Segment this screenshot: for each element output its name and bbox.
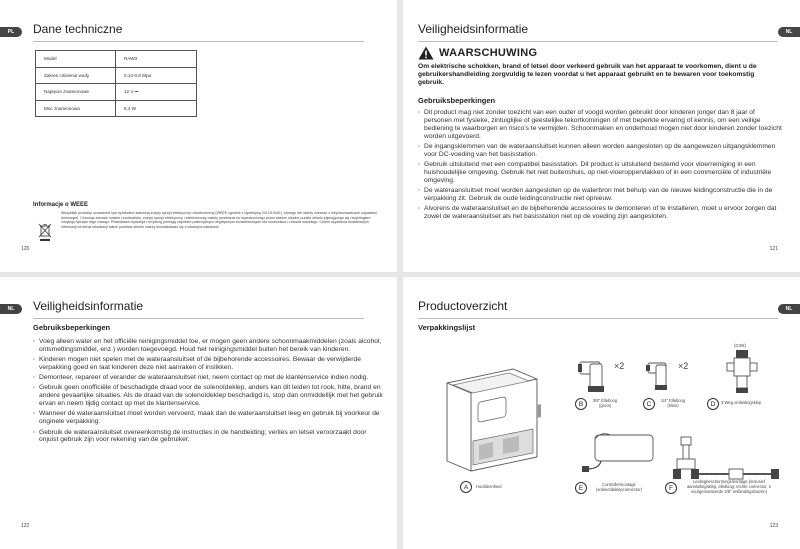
list-item: · Dit product mag niet zonder toezicht van een ouder of voogd worden gebruikt door kinderen jonger dan 8 jaar of personen met fysieke, zintuiglijke of geestelijke tekortkomingen of met beperkte ervaring of kennis, om een veilige bediening te waarborgen en risico's te vermijden. Schoonmaken en onderhoud mogen niet door kinderen zonder toezicht worden uitgevoerd. bbox=[418, 109, 784, 141]
table-row bbox=[36, 67, 197, 84]
spec-value: 0,14-0,8 Mpa bbox=[116, 67, 197, 84]
item-letter: A bbox=[460, 481, 472, 493]
spec-value: 12 V ⎓ bbox=[116, 84, 197, 101]
spec-key: Model bbox=[36, 51, 116, 68]
item-letter: C bbox=[643, 398, 655, 410]
section-subheading: Gebruiksbeperkingen bbox=[418, 96, 496, 105]
list-item: · Gebruik geen onofficiële of beschadigde draad voor de solenoïdeklep, anders kan dit leiden tot rook, hitte, brand en andere gevaarlijke situaties. Als de draad van de solenoïdeklep beschadigd is, stop dan onmiddellijk met het gebruik ervan en neem tijdig contact op met de klantenservice. bbox=[33, 384, 383, 408]
item-letter: E bbox=[575, 482, 587, 494]
page-123 bbox=[403, 277, 800, 549]
page-number: 123 bbox=[769, 523, 778, 529]
language-tab: NL bbox=[778, 304, 800, 314]
page-121 bbox=[403, 0, 800, 272]
title-divider bbox=[418, 41, 778, 42]
list-item: · De ingangsklemmen van de wateraansluitset kunnen alleen worden aangesloten op de aangewezen uitgangsklemmen voor DC-voeding van het basisstation. bbox=[418, 143, 784, 159]
page-120 bbox=[0, 0, 397, 272]
main-unit-illustration bbox=[433, 365, 543, 477]
page-number: 121 bbox=[769, 246, 778, 252]
spec-value: 8,4 W bbox=[116, 100, 197, 117]
restrictions-list bbox=[33, 338, 383, 447]
list-item: · Gebruik uitsluitend met een compatibel basisstation. Dit product is uitsluitend bestemd voor vloerreiniging in een huishoudelijke omgeving. Gebruik het niet buitenshuis, op niet-vloeroppervlakken of in een commerciële of industriële omgeving. bbox=[418, 161, 784, 185]
list-item: · Demonteer, repareer of verander de wateraansluitset niet, neem contact op met de klantenservice indien nodig. bbox=[33, 374, 383, 382]
item-caption: 3/8" Elleboog (groot) bbox=[592, 398, 618, 408]
spec-key: Napięcie znamionowe bbox=[36, 84, 116, 101]
item-caption: Controllermontage (solenoïdeklepconnector) bbox=[596, 482, 642, 492]
table-row bbox=[36, 84, 197, 101]
warning-label: WAARSCHUWING bbox=[439, 47, 538, 59]
page-title: Veiligheidsinformatie bbox=[418, 22, 529, 36]
title-divider bbox=[33, 318, 364, 319]
list-item: · Alvorens de wateraansluitset en de bijbehorende accessoires te demonteren of te installeren, moet u ervoor zorgen dat zowel de wateraansluitset als het basisstation niet op de voeding zijn aangesloten. bbox=[418, 205, 784, 221]
restrictions-list bbox=[418, 109, 784, 223]
page-title: Dane techniczne bbox=[33, 22, 123, 36]
list-item: · Gebruik de wateraansluitset overeenkomstig de instructies in de handleiding; verlies en letsel veroorzaakt door onjuist gebruik zijn voor rekening van de gebruiker. bbox=[33, 429, 383, 445]
small-elbow-icon bbox=[646, 355, 676, 393]
spec-key: Moc znamionowa bbox=[36, 100, 116, 117]
item-quantity: ×2 bbox=[614, 361, 625, 371]
item-quantity: ×2 bbox=[678, 361, 689, 371]
page-122 bbox=[0, 277, 397, 549]
three-way-valve-icon bbox=[725, 350, 759, 394]
list-item: · De wateraansluitset moet worden aangesloten op de waterbron met behulp van de nieuwe leidingconstructie die in de verpakking zit. Gebruik de oude leidingconstructie niet opnieuw. bbox=[418, 187, 784, 203]
section-subheading: Verpakkingslijst bbox=[418, 323, 476, 332]
list-item: · Kinderen mogen niet spelen met de wateraansluitset of de bijbehorende accessoires. Bewaar de verwijderde verpakking goed en laat kinderen deze niet aanraken of inslikken. bbox=[33, 356, 383, 372]
list-item: · Wanneer de wateraansluitset moet worden vervoerd, maak dan de wateraansluitset leeg en gebruik bij voorkeur de originele verpakking. bbox=[33, 410, 383, 426]
page-title: Veiligheidsinformatie bbox=[33, 299, 144, 313]
item-letter: D bbox=[707, 398, 719, 410]
item-letter: B bbox=[575, 398, 587, 410]
warning-triangle-icon bbox=[418, 46, 434, 60]
language-tab: NL bbox=[0, 304, 22, 314]
item-caption: 3-Weg omleidingsklep bbox=[721, 400, 762, 405]
table-row bbox=[36, 100, 197, 117]
section-subheading: Gebruiksbeperkingen bbox=[33, 323, 111, 332]
language-tab: PL bbox=[0, 27, 22, 37]
weee-crossed-bin-icon bbox=[38, 222, 52, 242]
warning-body: Om elektrische schokken, brand of letsel door verkeerd gebruik van het apparaat te voorkomen, dient u de gebruikershandleiding zorgvuldig te lezen voordat u het apparaat gebruikt en te bewaren voor toekomstig gebruik. bbox=[418, 63, 757, 86]
page-title: Productoverzicht bbox=[418, 299, 508, 313]
table-row bbox=[36, 51, 197, 68]
weee-title: Informacje o WEEE bbox=[33, 202, 89, 208]
list-item: · Voeg alleen water en het officiële reinigingsmiddel toe, er mogen geen andere schoonmaakmiddelen (zoals alcohol, ontsmettingsmiddel, enz.) worden toegevoegd. Houd het reinigingsmiddel buiten het bereik van kinderen. bbox=[33, 338, 383, 354]
controller-assembly-icon bbox=[581, 429, 655, 475]
item-letter: F bbox=[665, 482, 677, 494]
title-divider bbox=[418, 318, 778, 319]
item-top-label: (G3/8) bbox=[734, 343, 746, 348]
spec-key: Zakres ciśnienia wody bbox=[36, 67, 116, 84]
item-caption: Leidingbeschermingsmontage (inclusief aansluitingsklep, elleboog, rechte connector, 2 voorgemonteerde 3/8" verbindingsbuizen) bbox=[687, 479, 771, 494]
page-number: 120 bbox=[21, 246, 30, 252]
item-caption: Hoofdeenheid bbox=[476, 484, 502, 489]
large-elbow-icon bbox=[578, 352, 612, 394]
pipe-assembly-icon bbox=[673, 435, 783, 485]
warning-heading bbox=[418, 46, 537, 60]
page-number: 122 bbox=[21, 523, 30, 529]
language-tab: NL bbox=[778, 27, 800, 37]
item-caption: 1/4" Elleboog (klein) bbox=[660, 398, 686, 408]
spec-value: RAW3 bbox=[116, 51, 197, 68]
weee-text: Wszystkie produkty oznaczone tym symbolem stanowią zużyty sprzęt elektryczny i elektroniczny (WEEE zgodnie z dyrektywą 2012/19/UE), którego nie należy mieszać z nieposortowanymi odpadami domowymi. Chroniąc zdrowie ludzkie i środowisko, zużyty sprzęt elektryczny i elektroniczny należy przekazać do wyznaczonego przez władze lokalne punktu zbiórki zajmującego się recyklingiem zużytego sprzętu tego rodzaju. Prawidłowa utylizacja i recykling pomogą zapobiec potencjalnym negatywnym konsekwencjom dla środowiska i zdrowia ludzkiego. Celem uzyskania dodatkowych informacji na temat lokalizacji takich punktów zbiórki należy skontaktować się z lokalnymi władzami. bbox=[61, 211, 377, 229]
spec-table bbox=[35, 50, 197, 117]
title-divider bbox=[33, 41, 364, 42]
